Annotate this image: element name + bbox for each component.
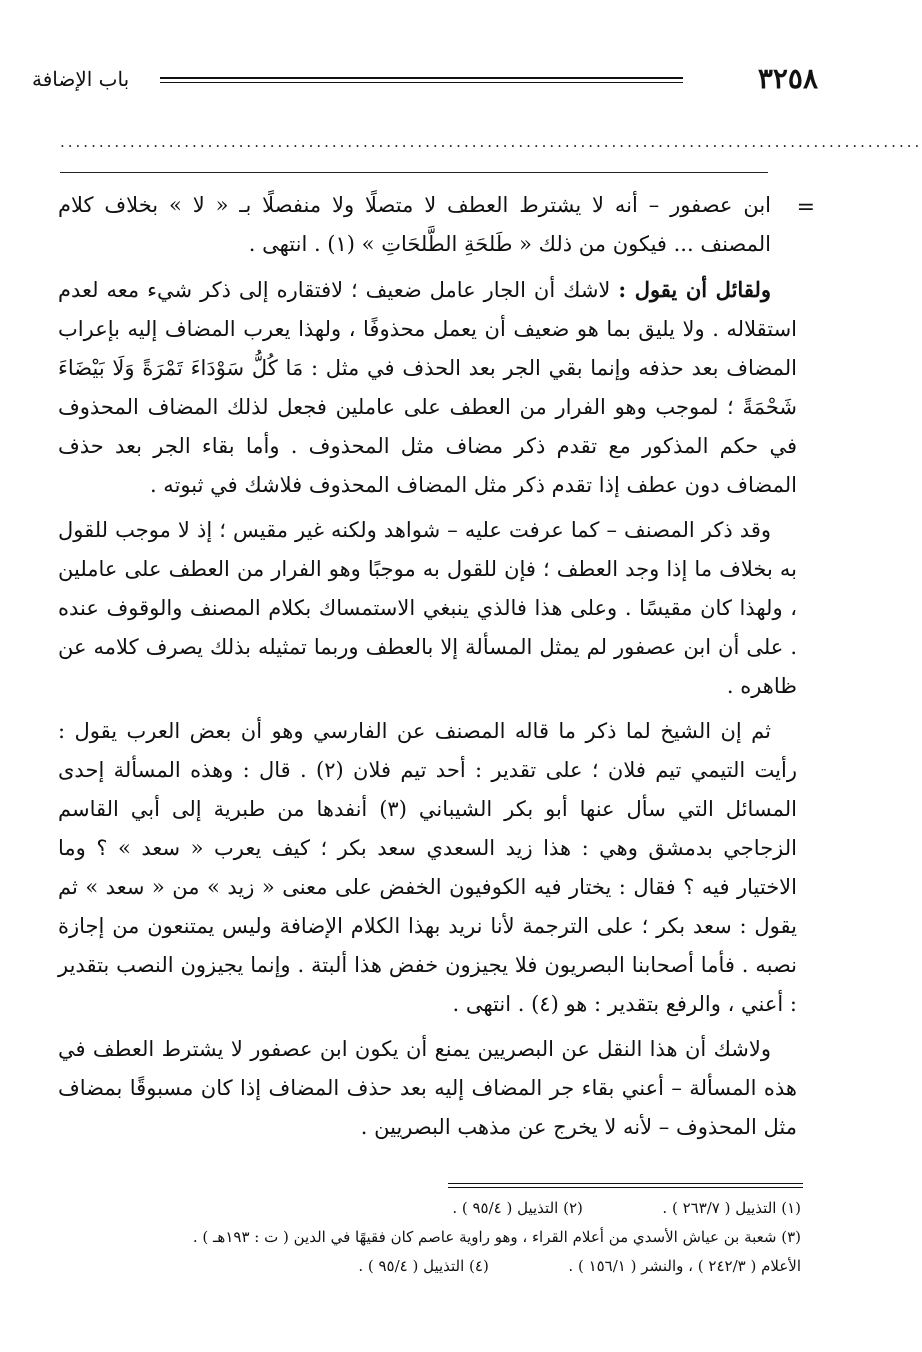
footnote-3-continued: الأعلام ( ٢٤٢/٣ ) ، والنشر ( ١٥٦/١ ) .	[568, 1257, 801, 1275]
paragraph	[58, 270, 797, 505]
paragraph-text: ابن عصفور – أنه لا يشترط العطف لا متصلًا ولا منفصلًا بـ « لا » بخلاف كلام المصنف ... فيكون من ذلك « طَلحَةِ الطَّلحَاتِ » (١) . انتهى .	[58, 193, 771, 256]
footnotes	[46, 1194, 801, 1281]
footnote-1: (١) التذييل ( ٢٦٣/٧ ) .	[662, 1199, 801, 1217]
footnote-4: (٤) التذييل ( ٩٥/٤ ) .	[358, 1257, 489, 1275]
paragraph	[58, 511, 797, 706]
paragraph-lead: ولقائل أن يقول :	[618, 277, 771, 302]
paragraph-text: لاشك أن الجار عامل ضعيف ؛ لافتقاره إلى ذكر شيء معه لعدم استقلاله . ولا يليق بما هو ضعيف أن يعمل محذوفًا ، ولهذا يعرب المضاف إليه بإعراب المضاف بعد حذفه وإنما بقي الجر بعد الحذف في مثل : مَا كُلُّ سَوْدَاءَ تَمْرَةً وَلَا بَيْضَاءَ شَحْمَةً ؛ لموجب وهو الفرار من العطف على عاملين فجعل لذلك المضاف المحذوف في حكم المذكور مع تقدم ذكر مضاف مثل المحذوف . وأما بقاء الجر بعد حذف المضاف دون عطف إذا تقدم ذكر مثل المضاف المحذوف فلاشك في ثبوته .	[58, 278, 797, 497]
paragraph-text: ولاشك أن هذا النقل عن البصريين يمنع أن يكون ابن عصفور لا يشترط العطف في هذه المسألة – أعني بقاء جر المضاف إليه بعد حذف المضاف إذا كان مسبوقًا بمضاف مثل المحذوف – لأنه لا يخرج عن مذهب البصريين .	[58, 1037, 797, 1139]
footnote-rule	[448, 1183, 803, 1188]
continuation-marker: =	[796, 195, 815, 220]
footnote-3: (٣) شعبة بن عياش الأسدي من أعلام القراء ، وهو راوية عاصم كان فقيهًا في الدين ( ت : ١٩٣هـ ) .	[192, 1228, 801, 1246]
chapter-title: باب الإضافة	[32, 67, 130, 91]
running-header	[32, 62, 818, 102]
footnote-row	[46, 1252, 801, 1281]
paragraph	[58, 712, 797, 1024]
paragraph-text: وقد ذكر المصنف – كما عرفت عليه – شواهد ولكنه غير مقيس ؛ إذ لا موجب للقول به بخلاف ما إذا وجد العطف ؛ فإن للقول به موجبًا وهو الفرار من العطف على عاملين ، ولهذا كان مقيسًا . وعلى هذا فالذي ينبغي الاستمساك بكلام المصنف والوقوف عنده . على أن ابن عصفور لم يمثل المسألة إلا بالعطف وربما تمثيله بذلك يصرف كلامه عن ظاهره .	[58, 518, 797, 698]
dotted-separator: ...............................................................................................................	[60, 133, 922, 151]
separator-rule	[60, 172, 768, 173]
paragraph-text: ثم إن الشيخ لما ذكر ما قاله المصنف عن الفارسي وهو أن بعض العرب يقول : رأيت التيمي تيم فلان ؛ على تقدير : أحد تيم فلان (٢) . قال : وهذه المسألة إحدى المسائل التي سأل عنها أبو بكر الشيباني (٣) أنفدها من طبرية إلى أبي القاسم الزجاجي بدمشق وهي : هذا زيد السعدي سعد بكر ؛ كيف يعرب « سعد » ؟ وما الاختيار فيه ؟ فقال : يختار فيه الكوفيون الخفض على معنى « زيد » من « سعد » ثم يقول : سعد بكر ؛ على الترجمة لأنا نريد بهذا الكلام الإضافة وليس يمتنعون من إجازة نصبه . فأما أصحابنا البصريون فلا يجيزون خفض هذا ألبتة . وإنما يجيزون النصب بتقدير : أعني ، والرفع بتقدير : هو (٤) . انتهى .	[58, 719, 798, 1016]
paragraph	[58, 186, 797, 264]
page-number: ٣٢٥٨	[757, 62, 818, 95]
footnote-2: (٢) التذييل ( ٩٥/٤ ) .	[452, 1199, 583, 1217]
paragraph	[58, 1030, 797, 1147]
header-rule	[160, 77, 683, 83]
main-text	[58, 186, 797, 1153]
footnote-row	[46, 1194, 801, 1223]
